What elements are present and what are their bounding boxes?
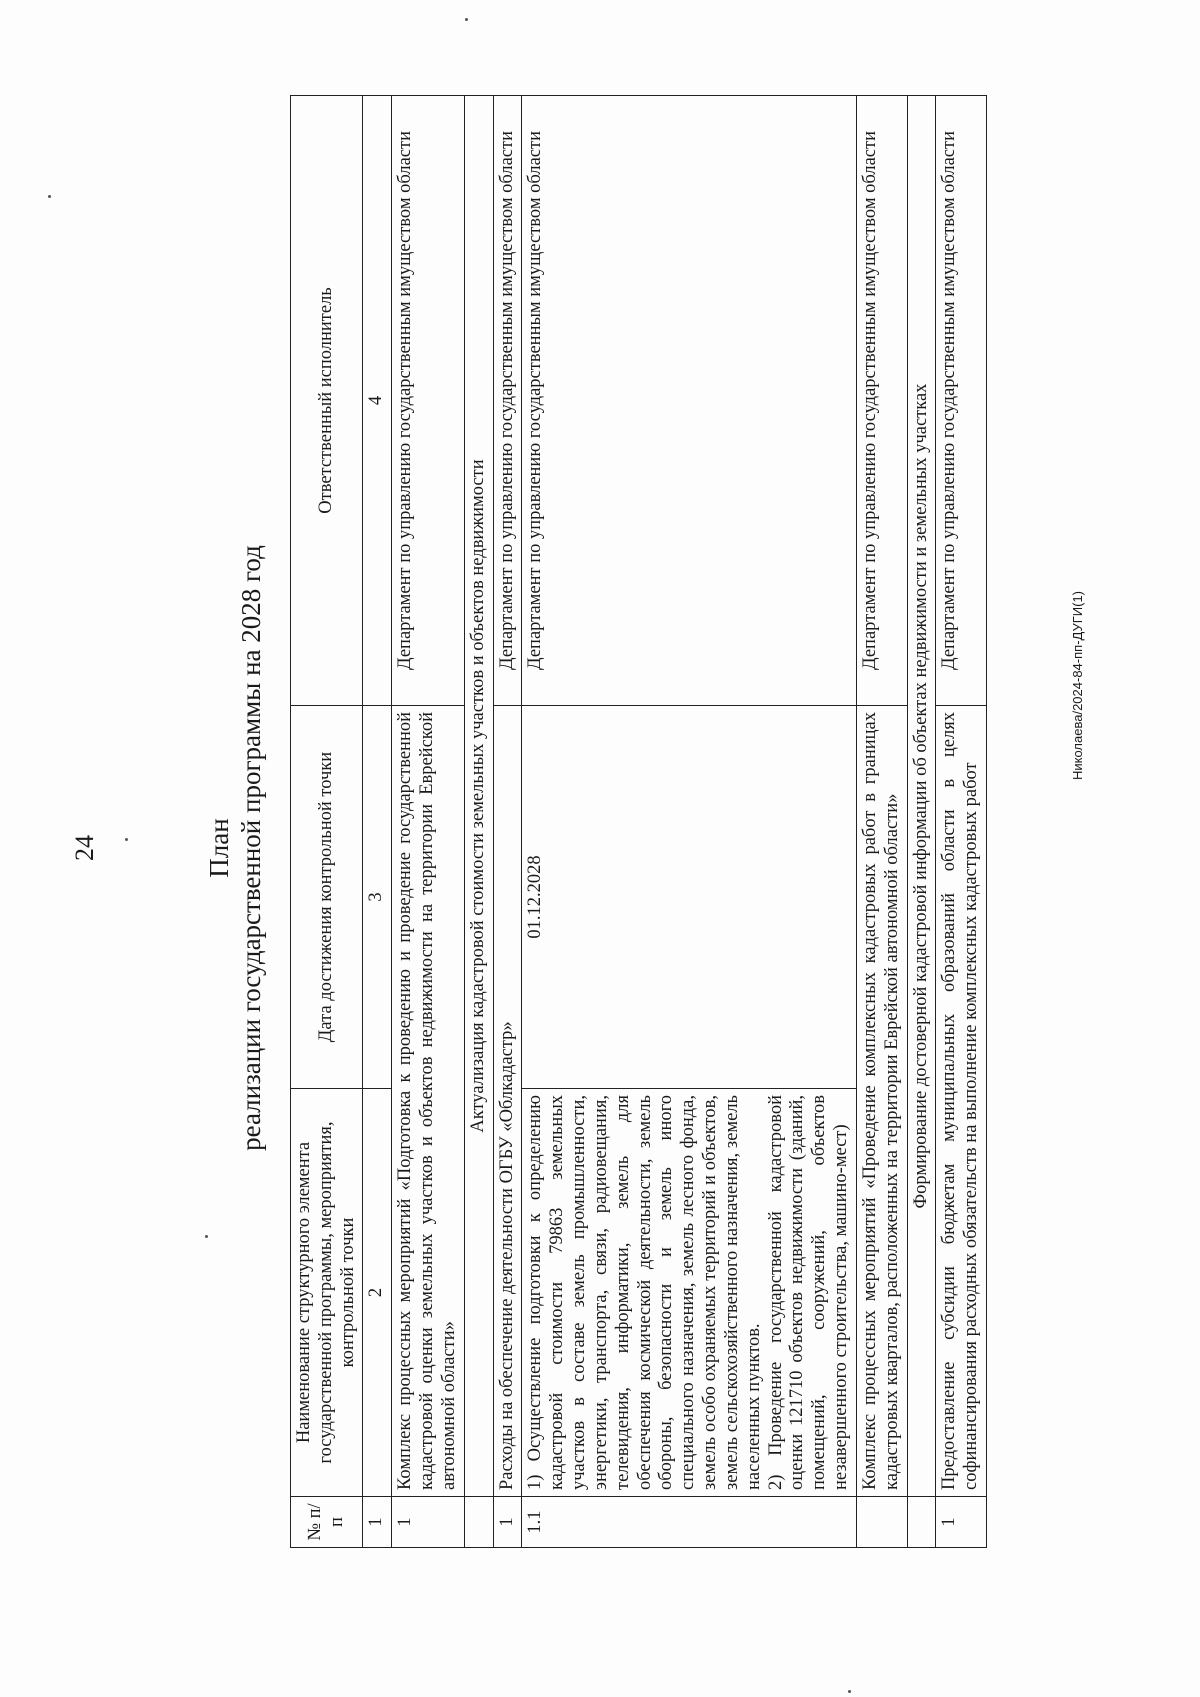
table-row bbox=[392, 96, 464, 1548]
document-subtitle: реализации государственной программы на 2028 год bbox=[236, 545, 266, 1151]
header-name: Наименование структурного элемента государственной программы, мероприятия, контрольной точки bbox=[291, 1089, 363, 1497]
scan-speck bbox=[205, 1235, 208, 1238]
table-row bbox=[936, 96, 987, 1548]
row-num: 1 bbox=[936, 1497, 987, 1548]
row-num: 1 bbox=[493, 1497, 522, 1548]
section-title: Формирование достоверной кадастровой информации об объектах недвижимости и земельных участках bbox=[907, 96, 936, 1497]
row-executor: Департамент по управлению государственным имуществом области bbox=[522, 96, 856, 706]
row-num bbox=[464, 1497, 493, 1548]
scan-speck bbox=[125, 838, 128, 841]
row-date: 01.12.2028 bbox=[522, 706, 856, 1089]
row-name-part2: 2) Проведение государственной кадастровой оценки 121710 объектов недвижимости (зданий, помещений, сооружений, объектов незавершенного строительства, машино-мест) bbox=[765, 1095, 852, 1490]
header-executor: Ответственный исполнитель bbox=[291, 96, 363, 706]
scan-speck bbox=[465, 18, 468, 21]
row-name: Предоставление субсидии бюджетам муниципальных образований области в целях софинансирования расходных обязательств на выполнение комплексных кадастровых работ bbox=[936, 706, 987, 1497]
header-date: Дата достижения контрольной точки bbox=[291, 706, 363, 1089]
row-executor: Департамент по управлению государственным имуществом области bbox=[856, 96, 907, 706]
row-name: Комплекс процессных мероприятий «Подготовка к проведению и проведение государственной кадастровой оценки земельных участков и объектов недвижимости на территории Еврейской автономной области» bbox=[392, 706, 464, 1497]
table-header-row bbox=[291, 96, 363, 1548]
column-number: 2 bbox=[363, 1089, 392, 1497]
table-row bbox=[522, 96, 856, 1548]
rotated-page bbox=[70, 78, 1130, 1618]
row-num bbox=[856, 1497, 907, 1548]
row-executor: Департамент по управлению государственным имуществом области bbox=[493, 96, 522, 706]
footer-text: Николаева/2024-84-пп-ДУГИ(1) bbox=[1070, 590, 1085, 780]
scan-speck bbox=[48, 195, 51, 198]
row-executor: Департамент по управлению государственным имуществом области bbox=[392, 96, 464, 706]
row-name-part1: 1) Осуществление подготовки к определению кадастровой стоимости 79863 земельных участков в составе земель промышленности, энергетики, транспорта, связи, радиовещания, телевидения, информатики, земель для обеспечения космической деятельности, земель обороны, безопасности и земель иного специального назначения, земель лесного фонда, земель особо охраняемых территорий и объектов, земель сельскохозяйственного назначения, земель населенных пунктов. bbox=[525, 1095, 764, 1490]
scan-speck bbox=[848, 1690, 851, 1693]
row-num: 1.1 bbox=[522, 1497, 856, 1548]
footer bbox=[1070, 420, 1090, 780]
column-number-row bbox=[363, 96, 392, 1548]
table-row bbox=[493, 96, 522, 1548]
row-name: Расходы на обеспечение деятельности ОГБУ «Облкадастр» bbox=[493, 706, 522, 1497]
document-title: План bbox=[204, 818, 234, 878]
section-row bbox=[464, 96, 493, 1548]
column-number: 4 bbox=[363, 96, 392, 706]
row-num: 1 bbox=[392, 1497, 464, 1548]
plan-table bbox=[290, 95, 987, 1548]
page-number: 24 bbox=[70, 835, 99, 861]
header-num: № п/п bbox=[291, 1497, 363, 1548]
row-num bbox=[907, 1497, 936, 1548]
row-executor: Департамент по управлению государственным имуществом области bbox=[936, 96, 987, 706]
table-row bbox=[856, 96, 907, 1548]
column-number: 3 bbox=[363, 706, 392, 1089]
column-number: 1 bbox=[363, 1497, 392, 1548]
section-row bbox=[907, 96, 936, 1548]
row-name bbox=[522, 1089, 856, 1497]
section-title: Актуализация кадастровой стоимости земельных участков и объектов недвижимости bbox=[464, 96, 493, 1497]
row-name: Комплекс процессных мероприятий «Проведение комплексных кадастровых работ в границах кадастровых кварталов, расположенных на территории Еврейской автономной области» bbox=[856, 706, 907, 1497]
